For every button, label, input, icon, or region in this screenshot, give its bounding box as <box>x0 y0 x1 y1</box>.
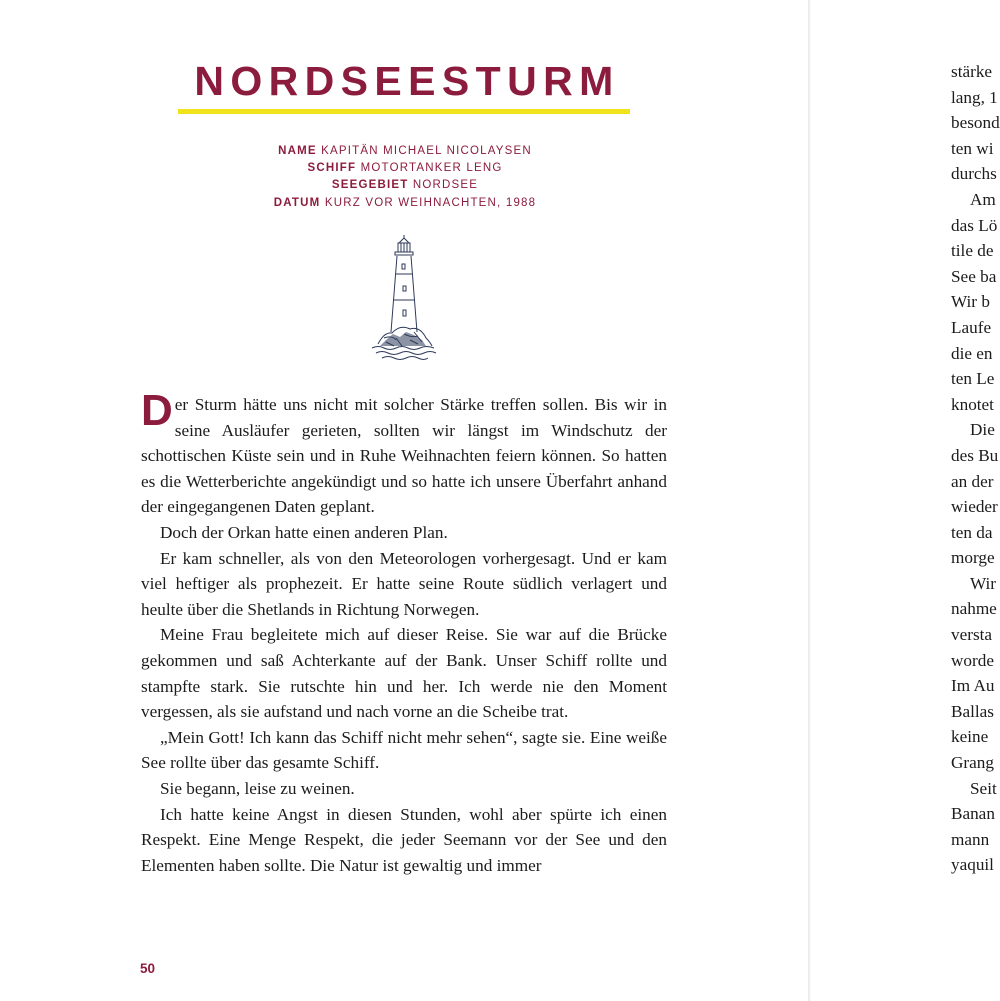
chapter-meta <box>170 143 640 212</box>
paragraph: Meine Frau begleitete mich auf dieser Reise. Sie war auf die Brücke gekommen und saß Achterkante auf der Bank. Unser Schiff rollte und stampfte stark. Sie rutschte hin und her. Ich werde nie den Moment vergessen, als sie aufstand und nach vorne an die Scheibe trat. <box>141 625 667 722</box>
meta-row-date <box>170 195 640 212</box>
meta-value: MOTORTANKER LENG <box>360 162 503 175</box>
text-line: Grang <box>951 753 994 773</box>
drop-cap: D <box>141 386 173 435</box>
text-line: tile de <box>951 241 994 261</box>
text-line: Banan <box>951 804 995 824</box>
chapter-body <box>141 386 667 878</box>
paragraph-text: er Sturm hätte uns nicht mit solcher Stärke treffen sollen. Bis wir in seine Ausläufer gerieten, sollten wir längst im Windschutz der schottischen Küste sein und in Ruhe Weihnachten feiern können. So hatten es die Wetterberichte angekündigt und so hatte ich unsere Überfahrt anhand der eingegangenen Daten geplant. <box>141 395 667 517</box>
text-line: Im Au <box>951 676 995 696</box>
title-underline <box>178 109 630 114</box>
text-line: ten Le <box>951 369 995 389</box>
text-line: knotet <box>951 394 994 414</box>
paragraph: Er kam schneller, als von den Meteorologen vorhergesagt. Und er kam viel heftiger als prophezeit. Er hatte seine Route südlich verlagert und heulte über die Shetlands in Richtung Norwegen. <box>141 548 667 619</box>
text-line: das Lö <box>951 215 998 235</box>
meta-value: NORDSEE <box>412 179 479 192</box>
text-line: wieder <box>951 497 998 517</box>
meta-value: KAPITÄN MICHAEL NICOLAYSEN <box>321 145 532 157</box>
text-line: Wir b <box>951 292 990 312</box>
text-line: Seit <box>970 778 997 798</box>
text-line: worde <box>951 650 994 670</box>
text-line: ten wi <box>951 138 994 158</box>
paragraph <box>141 386 667 520</box>
text-line: Die <box>970 420 995 440</box>
text-line: nahme <box>951 599 997 619</box>
text-line: lang, 1 <box>951 87 998 107</box>
text-line: an der <box>951 471 994 491</box>
text-line: Laufe <box>951 317 992 337</box>
text-line: Ballas <box>951 701 994 721</box>
lighthouse-icon <box>366 234 442 366</box>
text-line: mann <box>951 829 990 849</box>
text-line: Wir <box>970 573 997 593</box>
text-line: keine <box>951 727 989 747</box>
right-page-text <box>951 59 1000 878</box>
text-line: Am <box>970 189 996 209</box>
paragraph: Sie begann, leise zu weinen. <box>160 778 355 798</box>
text-line: des Bu <box>951 445 999 465</box>
meta-value: KURZ VOR WEIHNACHTEN, 1988 <box>324 196 537 209</box>
right-page <box>811 0 1000 1001</box>
meta-key: NAME <box>278 145 317 157</box>
meta-key: SEEGEBIET <box>331 179 409 192</box>
page-number: 50 <box>140 961 156 976</box>
text-line: See ba <box>951 266 997 286</box>
text-line: yaquil <box>951 855 994 875</box>
meta-key: DATUM <box>273 196 321 209</box>
meta-row-sea <box>170 177 640 194</box>
paragraph: Ich hatte keine Angst in diesen Stunden, wohl aber spürte ich einen Respekt. Eine Menge Respekt, die jeder Seemann vor der See und den Elementen haben sollte. Die Natur ist gewaltig und immer <box>141 804 667 875</box>
paragraph: „Mein Gott! Ich kann das Schiff nicht mehr sehen“, sagte sie. Eine weiße See rollte über das gesamte Schiff. <box>141 727 667 773</box>
meta-key: SCHIFF <box>307 162 357 175</box>
text-line: stärke <box>951 62 993 81</box>
text-line: ten da <box>951 522 993 542</box>
text-line: durchs <box>951 164 997 184</box>
meta-row-ship <box>170 160 640 177</box>
text-line: versta <box>951 625 993 645</box>
text-line: morge <box>951 548 995 568</box>
chapter-title: NORDSEESTURM <box>194 58 620 104</box>
paragraph: Doch der Orkan hatte einen anderen Plan. <box>160 522 448 542</box>
text-line: die en <box>951 343 993 363</box>
meta-row-name <box>170 143 640 160</box>
text-line: besond <box>951 113 1000 133</box>
